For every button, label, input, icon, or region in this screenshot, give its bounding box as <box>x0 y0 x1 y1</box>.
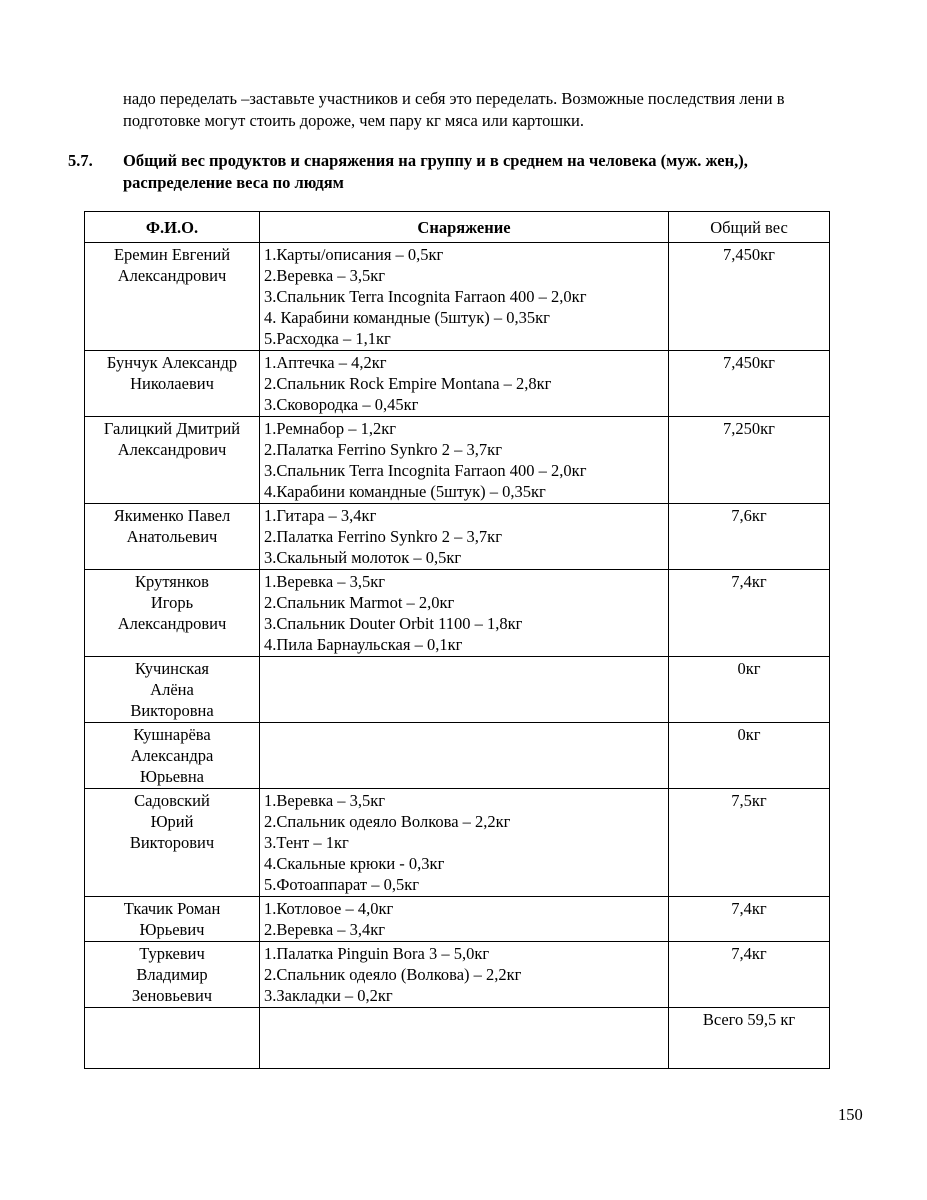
table-header-row <box>85 212 830 243</box>
equipment-item: 2.Спальник одеяло Волкова – 2,2кг <box>264 812 511 831</box>
person-name-line: Юрьевна <box>139 767 204 786</box>
table-row <box>85 417 830 504</box>
person-name-line: Анатольевич <box>126 527 218 546</box>
table-row <box>85 942 830 1008</box>
person-name-cell <box>85 243 260 351</box>
equipment-item: 3.Тент – 1кг <box>264 833 349 852</box>
equipment-item: 2.Веревка – 3,5кг <box>264 266 386 285</box>
person-name-cell <box>85 504 260 570</box>
equipment-cell <box>260 897 669 942</box>
page-number: 150 <box>838 1105 863 1124</box>
weight-cell: 7,4кг <box>669 942 830 1008</box>
person-name-line: Викторович <box>129 833 215 852</box>
person-name-line: Викторовна <box>130 701 214 720</box>
equipment-item: 3.Спальник Douter Orbit 1100 – 1,8кг <box>264 614 523 633</box>
total-weight-cell: Всего 59,5 кг <box>669 1008 830 1069</box>
equipment-cell <box>260 789 669 897</box>
weight-cell: 7,250кг <box>669 417 830 504</box>
equipment-item: 5.Фотоаппарат – 0,5кг <box>264 875 420 894</box>
person-name-cell <box>85 417 260 504</box>
person-name-line: Юрий <box>150 812 194 831</box>
person-name-line: Якименко Павел <box>113 506 231 525</box>
weight-cell: 7,450кг <box>669 351 830 417</box>
equipment-item: 1.Гитара – 3,4кг <box>264 506 377 525</box>
section-heading <box>68 150 858 194</box>
section-number: 5.7. <box>68 151 93 170</box>
person-name-line: Владимир <box>136 965 208 984</box>
equipment-item: 3.Спальник Terra Incognita Farraon 400 – 2,0кг <box>264 461 587 480</box>
equipment-cell <box>260 504 669 570</box>
person-name-line: Зеновьевич <box>131 986 213 1005</box>
equipment-item: 3.Скальный молоток – 0,5кг <box>264 548 462 567</box>
header-equipment: Снаряжение <box>260 212 669 243</box>
person-name-cell <box>85 657 260 723</box>
total-name-cell <box>85 1008 260 1069</box>
person-name-line: Кушнарёва <box>133 725 211 744</box>
person-name-line: Александра <box>130 746 214 765</box>
equipment-table <box>84 211 830 1069</box>
person-name-line: Крутянков <box>135 572 209 591</box>
equipment-item: 5.Расходка – 1,1кг <box>264 329 391 348</box>
weight-cell: 0кг <box>669 723 830 789</box>
equipment-item: 2.Спальник Marmot – 2,0кг <box>264 593 455 612</box>
person-name-cell <box>85 789 260 897</box>
equipment-item: 2.Спальник Rock Empire Montana – 2,8кг <box>264 374 552 393</box>
equipment-item: 2.Палатка Ferrino Synkro 2 – 3,7кг <box>264 440 502 459</box>
table-row <box>85 657 830 723</box>
equipment-cell <box>260 243 669 351</box>
person-name-cell <box>85 897 260 942</box>
equipment-item: 1.Палатка Pinguin Bora 3 – 5,0кг <box>264 944 490 963</box>
equipment-item: 2.Веревка – 3,4кг <box>264 920 386 939</box>
section-title <box>123 150 858 194</box>
table-row <box>85 789 830 897</box>
table-row <box>85 504 830 570</box>
table-row <box>85 243 830 351</box>
person-name-line: Александрович <box>117 614 227 633</box>
weight-cell: 7,6кг <box>669 504 830 570</box>
person-name-line: Юрьевич <box>139 920 205 939</box>
table-total-row <box>85 1008 830 1069</box>
equipment-item: 2.Спальник одеяло (Волкова) – 2,2кг <box>264 965 522 984</box>
weight-cell: 7,5кг <box>669 789 830 897</box>
equipment-item: 1.Веревка – 3,5кг <box>264 572 386 591</box>
intro-paragraph <box>123 88 873 132</box>
total-equipment-cell <box>260 1008 669 1069</box>
person-name-line: Александрович <box>117 440 227 459</box>
table-body <box>85 243 830 1069</box>
person-name-line: Алёна <box>150 680 194 699</box>
person-name-line: Ткачик Роман <box>123 899 221 918</box>
table-row <box>85 897 830 942</box>
equipment-item: 1.Ремнабор – 1,2кг <box>264 419 397 438</box>
equipment-cell <box>260 351 669 417</box>
person-name-cell <box>85 723 260 789</box>
weight-cell: 7,4кг <box>669 570 830 657</box>
equipment-cell <box>260 942 669 1008</box>
equipment-cell <box>260 570 669 657</box>
person-name-cell <box>85 351 260 417</box>
equipment-cell <box>260 723 669 789</box>
header-weight: Общий вес <box>669 212 830 243</box>
equipment-item: 1.Аптечка – 4,2кг <box>264 353 387 372</box>
person-name-line: Садовский <box>134 791 210 810</box>
table-row <box>85 570 830 657</box>
person-name-line: Туркевич <box>139 944 205 963</box>
person-name-line: Кучинская <box>135 659 209 678</box>
section-title-line: Общий вес продуктов и снаряжения на группу и в среднем на человека (муж. жен,), <box>123 151 748 170</box>
equipment-item: 3.Сковородка – 0,45кг <box>264 395 419 414</box>
equipment-item: 1.Карты/описания – 0,5кг <box>264 245 444 264</box>
equipment-cell <box>260 417 669 504</box>
equipment-item: 4.Пила Барнаульская – 0,1кг <box>264 635 463 654</box>
equipment-item: 2.Палатка Ferrino Synkro 2 – 3,7кг <box>264 527 502 546</box>
equipment-item: 3.Закладки – 0,2кг <box>264 986 393 1005</box>
weight-cell: 0кг <box>669 657 830 723</box>
person-name-line: Галицкий Дмитрий <box>103 419 241 438</box>
weight-cell: 7,450кг <box>669 243 830 351</box>
person-name-line: Николаевич <box>130 374 214 393</box>
equipment-item: 3.Спальник Terra Incognita Farraon 400 – 2,0кг <box>264 287 587 306</box>
equipment-item: 1.Котловое – 4,0кг <box>264 899 394 918</box>
person-name-line: Александрович <box>117 266 227 285</box>
table-row <box>85 351 830 417</box>
person-name-cell <box>85 570 260 657</box>
weight-cell: 7,4кг <box>669 897 830 942</box>
person-name-line: Бунчук Александр <box>106 353 238 372</box>
intro-line: подготовке могут стоить дороже, чем пару кг мяса или картошки. <box>123 111 584 130</box>
table-row <box>85 723 830 789</box>
person-name-cell <box>85 942 260 1008</box>
section-title-line: распределение веса по людям <box>123 173 344 192</box>
intro-line: надо переделать –заставьте участников и себя это переделать. Возможные последствия лени в <box>123 89 785 108</box>
header-name: Ф.И.О. <box>85 212 260 243</box>
equipment-item: 4.Карабини командные (5штук) – 0,35кг <box>264 482 546 501</box>
equipment-cell <box>260 657 669 723</box>
person-name-line: Еремин Евгений <box>113 245 231 264</box>
equipment-item: 1.Веревка – 3,5кг <box>264 791 386 810</box>
equipment-item: 4. Карабини командные (5штук) – 0,35кг <box>264 308 550 327</box>
person-name-line: Игорь <box>150 593 194 612</box>
equipment-item: 4.Скальные крюки - 0,3кг <box>264 854 445 873</box>
